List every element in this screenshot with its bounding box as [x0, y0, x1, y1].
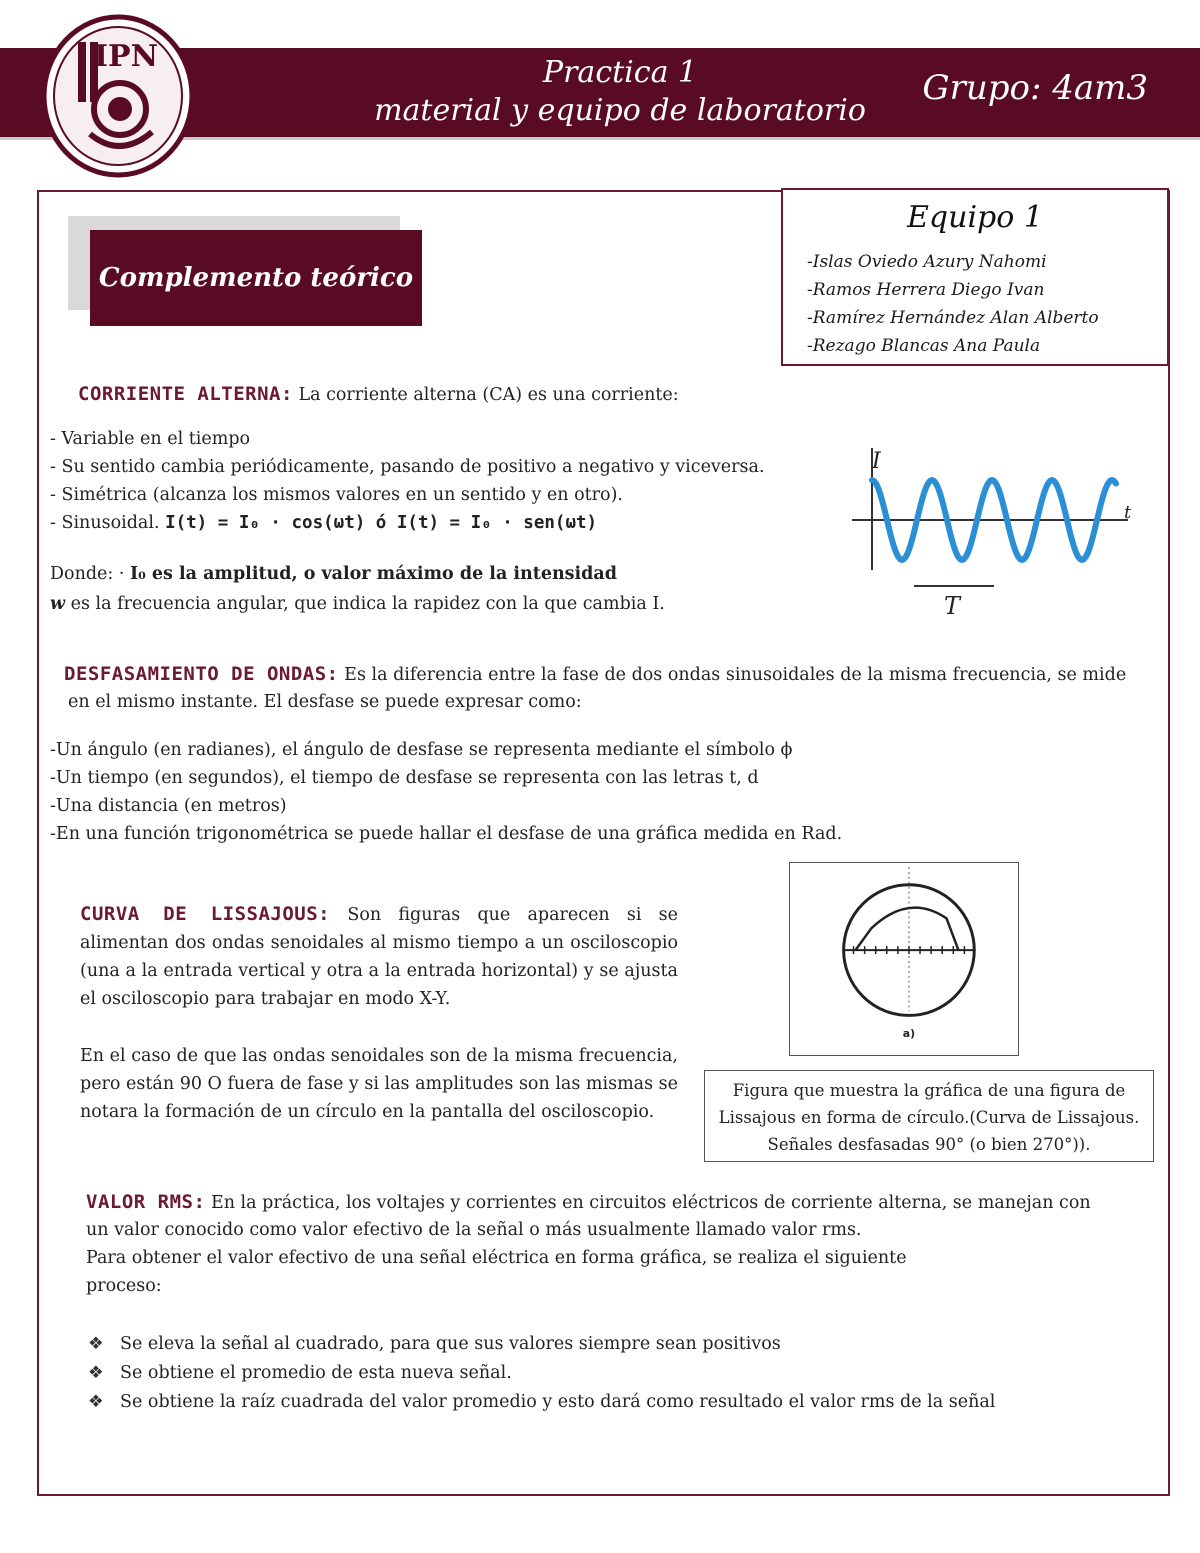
- desfase-item-1: -Un ángulo (en radianes), el ángulo de desfase se representa mediante el símbolo ϕ: [50, 740, 793, 760]
- lissajous-curve: [856, 908, 959, 950]
- team-box: [781, 188, 1169, 366]
- desfase-item-2: -Un tiempo (en segundos), el tiempo de desfase se representa con las letras t, d: [50, 768, 759, 788]
- diamond-bullet-icon: ❖: [88, 1363, 104, 1383]
- period-label: T: [943, 592, 961, 620]
- title-line-2: material y equipo de laboratorio: [374, 93, 866, 128]
- ca-where: [50, 560, 617, 588]
- group-label: Grupo: 4am3: [922, 68, 1148, 108]
- ca-item-3: - Simétrica (alcanza los mismos valores en un sentido y en otro).: [50, 485, 623, 505]
- rms-intro-1: [86, 1188, 1091, 1217]
- desfase-item-3: -Una distancia (en metros): [50, 796, 287, 816]
- desfase-intro-1: [64, 660, 1126, 689]
- sine-wave-graph: [848, 440, 1148, 620]
- lissajous-heading: CURVA DE LISSAJOUS:: [80, 903, 331, 925]
- desfase-intro-text: Es la diferencia entre la fase de dos ondas sinusoidales de la misma frecuencia, se mide: [338, 665, 1127, 685]
- ca-intro-text: La corriente alterna (CA) es una corriente:: [292, 385, 679, 405]
- ca-item-2: - Su sentido cambia periódicamente, pasando de positivo a negativo y viceversa.: [50, 457, 765, 477]
- list-item: [88, 1359, 995, 1388]
- ca-item-4: [50, 509, 597, 537]
- team-member: -Ramos Herrera Diego Ivan: [807, 280, 1045, 300]
- rms-intro-2: un valor conocido como valor efectivo de la señal o más usualmente llamado valor rms.: [86, 1220, 862, 1240]
- desfase-intro-2: en el mismo instante. El desfase se puede expresar como:: [68, 692, 582, 712]
- ca-item-4-text: - Sinusoidal.: [50, 513, 166, 533]
- lissajous-figure: [789, 862, 1019, 1056]
- figure-label: a): [902, 1027, 916, 1041]
- y-axis-label: I: [872, 449, 881, 474]
- ca-formula: I(t) = I₀ · cos(ωt) ó I(t) = I₀ · sen(ωt): [165, 513, 598, 533]
- desfase-heading: DESFASAMIENTO DE ONDAS:: [64, 663, 339, 685]
- ca-where-label: Donde: ·: [50, 564, 130, 584]
- list-item: [88, 1330, 995, 1359]
- ca-w-text: es la frecuencia angular, que indica la rapidez con la que cambia I.: [65, 594, 665, 614]
- document-title: [300, 48, 940, 130]
- list-item: [88, 1388, 995, 1417]
- ca-where-bold: I₀ es la amplitud, o valor máximo de la intensidad: [129, 564, 617, 584]
- lissajous-paragraph-1: [80, 900, 678, 1013]
- ca-heading: CORRIENTE ALTERNA:: [78, 383, 293, 405]
- ca-item-1: - Variable en el tiempo: [50, 429, 251, 449]
- figure-caption: Figura que muestra la gráfica de una figura de Lissajous en forma de círculo.(Curva de Lissajous. Señales desfasadas 90° (o bien 270°)).: [704, 1070, 1154, 1162]
- ipn-logo: [40, 14, 196, 178]
- lissajous-para1: Son figuras que aparecen si se alimentan dos ondas senoidales al mismo tiempo a un osciloscopio (una a la entrada vertical y otra a la entrada horizontal) y se ajusta el osciloscopio para trabajar en modo X-Y.: [80, 905, 679, 1009]
- team-member: -Rezago Blancas Ana Paula: [807, 336, 1041, 356]
- omega-symbol: w: [50, 594, 66, 614]
- rms-process-2: proceso:: [86, 1276, 162, 1296]
- section-label: Complemento teórico: [90, 230, 422, 326]
- ca-w-line: [50, 590, 665, 618]
- diamond-bullet-icon: ❖: [88, 1334, 104, 1354]
- rms-heading: VALOR RMS:: [86, 1191, 206, 1213]
- x-axis-label: t: [1124, 502, 1132, 523]
- rms-process-1: Para obtener el valor efectivo de una señal eléctrica en forma gráfica, se realiza el siguiente: [86, 1248, 907, 1268]
- logo-text: IPN: [93, 39, 159, 74]
- diamond-bullet-icon: ❖: [88, 1392, 104, 1412]
- rms-intro-text: En la práctica, los voltajes y corrientes en circuitos eléctricos de corriente alterna, se manejan con: [205, 1193, 1091, 1213]
- title-line-1: Practica 1: [542, 55, 698, 90]
- ca-intro: [78, 380, 679, 409]
- lissajous-para2: En el caso de que las ondas senoidales son de la misma frecuencia, pero están 90 O fuera de fase y si las amplitudes son las mismas se notara la formación de un círculo en la pantalla del osciloscopio.: [80, 1046, 678, 1122]
- team-member: -Islas Oviedo Azury Nahomi: [807, 252, 1047, 272]
- rms-bullet-list: [88, 1330, 995, 1417]
- desfase-item-4: -En una función trigonométrica se puede hallar el desfase de una gráfica medida en Rad.: [50, 824, 843, 844]
- list-item-text: Se eleva la señal al cuadrado, para que sus valores siempre sean positivos: [120, 1334, 781, 1354]
- team-title: Equipo 1: [907, 200, 1043, 235]
- list-item-text: Se obtiene el promedio de esta nueva señal.: [120, 1363, 512, 1383]
- team-member: -Ramírez Hernández Alan Alberto: [807, 308, 1099, 328]
- list-item-text: Se obtiene la raíz cuadrada del valor promedio y esto dará como resultado el valor rms de la señal: [120, 1392, 996, 1412]
- team-member-list: [807, 248, 1099, 360]
